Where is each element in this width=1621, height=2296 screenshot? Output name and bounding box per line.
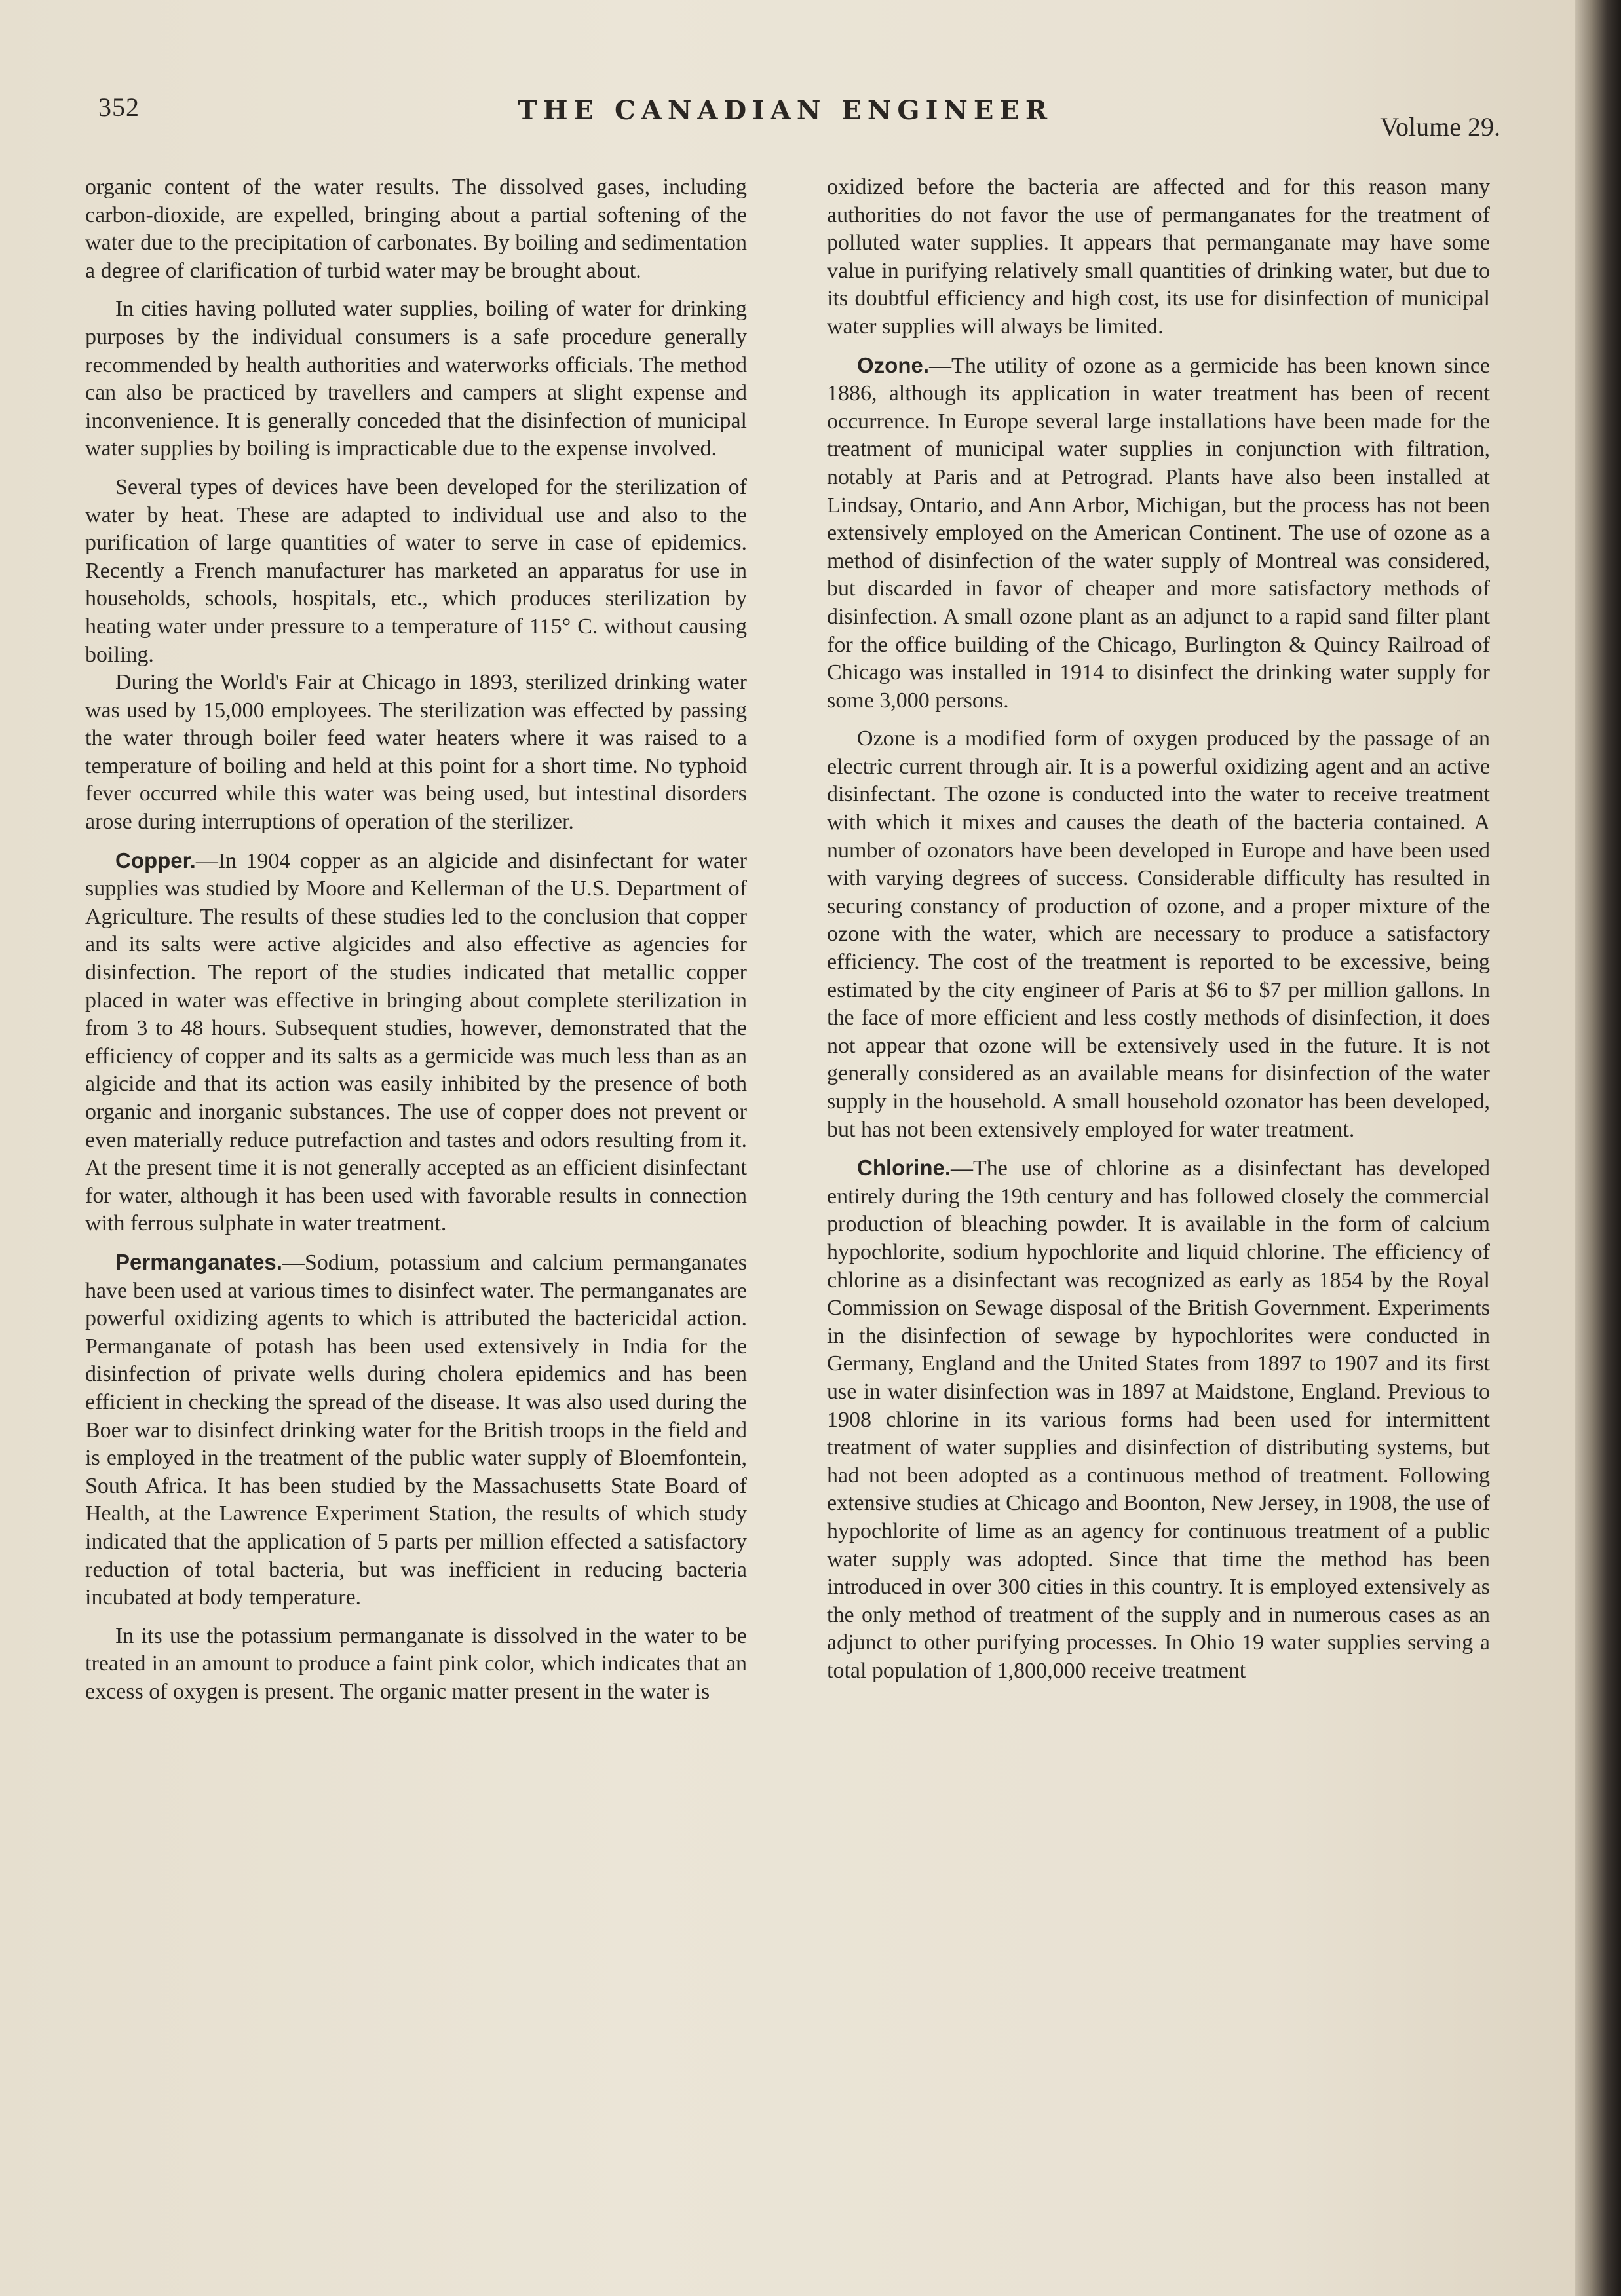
book-spine-shadow [1575,0,1621,2296]
section-text: —In 1904 copper as an algicide and disinfectant for water supplies was studied by Moore and Kellerman of the U.S. Department of Agriculture. The results of these studies led to the conclusion that copper and its salts were active algicides and also effective as agencies for disinfection. The report of the studies indicated that metallic copper placed in water was effective in bringing about complete sterilization in from 3 to 48 hours. Subsequent studies, however, demonstrated that the efficiency of copper and its salts as a germicide was much less than as an algicide and that its action was easily inhibited by the presence of both organic and inorganic substances. The use of copper does not prevent or even materially reduce putrefaction and tastes and odors resulting from it. At the present time it is not generally accepted as an efficient disinfectant for water, although it has been used with favorable results in connection with ferrous sulphate in water treatment. [85,848,747,1236]
journal-title: THE CANADIAN ENGINEER [518,95,1054,126]
paragraph: Several types of devices have been developed for the sterilization of water by heat. These are adapted to individual use and also to the purification of large quantities of water to serve in case of epidemics. Recently a French manufacturer has marketed an apparatus for use in households, schools, hospitals, etc., which produces sterilization by heating water under pressure to a temperature of 115° C. without causing boiling. [85,474,747,667]
chlorine-section [827,1154,1490,1685]
paragraph: oxidized before the bacteria are affected and for this reason many authorities do not favor the use of permanganates for the treatment of polluted water supplies. It appears that permanganate may have some value in purifying relatively small quantities of drinking water, but due to its doubtful efficiency and high cost, its use for disinfection of municipal water supplies will always be limited. [827,175,1490,339]
section-text: —The utility of ozone as a germicide has been known since 1886, although its application in water treatment has been of recent occurrence. In Europe several large installations have been made for the treatment of municipal water supplies in conjunction with filtration, notably at Paris and at Petrograd. Plants have also been installed at Lindsay, Ontario, and Ann Arbor, Michigan, but the process has not been extensively employed on the American Continent. The use of ozone as a method of disinfection of the water supply of Montreal was considered, but discarded in favor of cheaper and more satisfactory methods of disinfection. A small ozone plant as an adjunct to a rapid sand filter plant for the office building of the Chicago, Burlington & Quincy Railroad of Chicago was installed in 1914 to disinfect the drinking water supply for some 3,000 persons. [827,353,1490,713]
paragraph: During the World's Fair at Chicago in 1893, sterilized drinking water was used by 15,000 employees. The sterilization was effected by passing the water through boiler feed water heaters where it was raised to a temperature of boiling and held at this point for a short time. No typhoid fever occurred while this water was being used, but intestinal disorders arose during interruptions of operation of the sterilizer. [85,670,747,835]
paragraph: Ozone is a modified form of oxygen produced by the passage of an electric current through air. It is a powerful oxidizing agent and an active disinfectant. The ozone is conducted into the water to receive treatment with which it mixes and causes the death of the bacteria contained. A number of ozonators have been developed in Europe and have been used with varying degrees of success. Considerable difficulty has resulted in securing constancy of production of ozone, and a proper mixture of the ozone with the water, which are necessary to produce a satisfactory efficiency. The cost of the treatment is reported to be excessive, being estimated by the city engineer of Paris at $6 to $7 per million gallons. In the face of more efficient and less costly methods of disinfection, it does not appear that ozone will be extensively used in the future. It is not generally considered as an available means for disinfection of the water supply in the household. A small household ozonator has been developed, but has not been extensively employed for water treatment. [827,726,1490,1142]
paragraph: organic content of the water results. The dissolved gases, including carbon-dioxide, are expelled, bringing about a partial softening of the water due to the precipitation of carbonates. By boiling and sedimentation a degree of clarification of turbid water may be brought about. [85,175,747,283]
section-text: —Sodium, potassium and calcium permanganates have been used at various times to disinfect water. The permanganates are powerful oxidizing agents to which is attributed the bactericidal action. Permanganate of potash has been used extensively in India for the disinfection of private wells during cholera epidemics and has been efficient in checking the spread of the disease. It was also used during the Boer war to disinfect drinking water for the British troops in the field and is employed in the treatment of the public water supply of Bloemfontein, South Africa. It has been studied by the Massachusetts State Board of Health, at the Lawrence Experiment Station, the results of which study indicated that the application of 5 parts per million effected a satisfactory reduction of total bacteria, but was inefficient in reducing bacteria incubated at body temperature. [85,1250,747,1610]
copper-section [85,847,747,1238]
ozone-section [827,352,1490,715]
section-heading-chlorine: Chlorine. [857,1156,951,1180]
left-column [85,174,747,1706]
section-heading-copper: Copper. [115,848,196,873]
right-column [827,174,1490,1685]
section-heading-permanganates: Permanganates. [115,1249,282,1274]
paragraph: In cities having polluted water supplies, boiling of water for drinking purposes by the individual consumers is a safe procedure generally recommended by health authorities and waterworks officials. The method can also be practiced by travellers and campers at slight expense and inconvenience. It is generally conceded that the disinfection of municipal water supplies by boiling is impracticable due to the expense involved. [85,297,747,461]
page-number: 352 [98,92,140,122]
volume-label: Volume 29. [1380,112,1500,141]
page-header [98,92,1500,144]
section-heading-ozone: Ozone. [857,352,930,377]
paragraph: In its use the potassium permanganate is dissolved in the water to be treated in an amount to produce a faint pink color, which indicates that an excess of oxygen is present. The organic matter present in the water is [85,1623,747,1704]
permanganates-section [85,1249,747,1612]
section-text: —The use of chlorine as a disinfectant has developed entirely during the 19th century and has followed closely the commercial production of bleaching powder. It is available in the form of calcium hypochlorite, sodium hypochlorite and liquid chlorine. The efficiency of chlorine as a disinfectant was recognized as early as 1854 by the Royal Commission on Sewage disposal of the British Government. Experiments in the disinfection of sewage by hypochlorites were conducted in Germany, England and the United States from 1897 to 1907 and its first use in water disinfection was in 1897 at Maidstone, England. Previous to 1908 chlorine in its various forms had been used for intermittent treatment of water supplies and disinfection of distributing systems, but had not been adopted as a continuous method of treatment. Following extensive studies at Chicago and Boonton, New Jersey, in 1908, the use of hypochlorite of lime as an agency for continuous treatment of a public water supply was adopted. Since that time the method has been introduced in over 300 cities in this country. It is employed extensively as the only method of treatment of the supply and in numerous cases as an adjunct to other purifying processes. In Ohio 19 water supplies serving a total population of 1,800,000 receive treatment [827,1156,1490,1683]
